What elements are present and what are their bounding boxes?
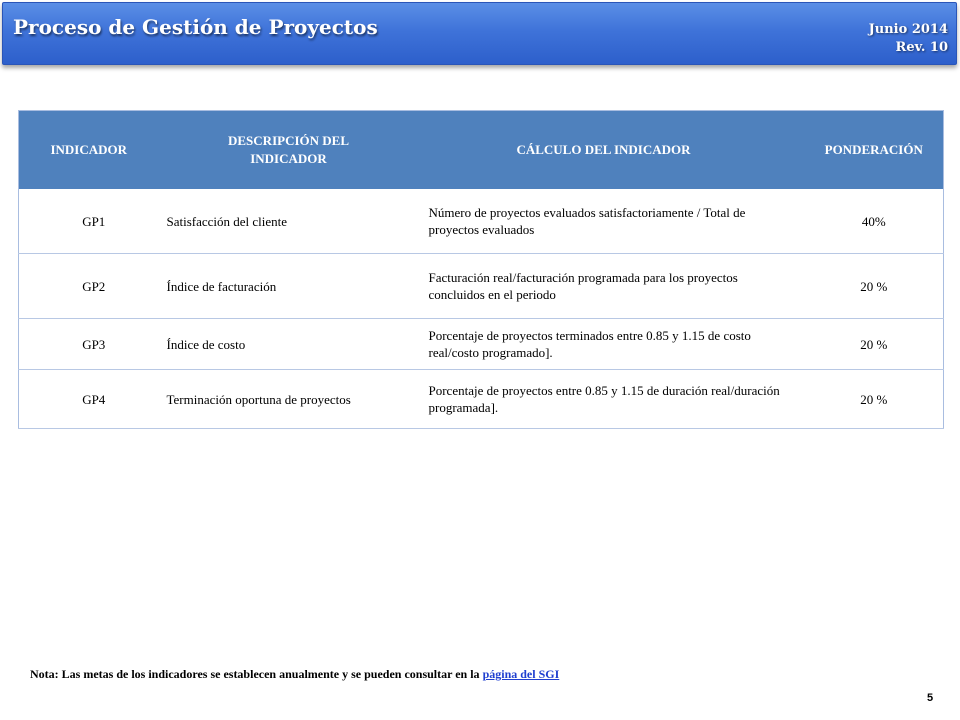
page-title: Proceso de Gestión de Proyectos xyxy=(13,15,378,39)
indicator-description: Satisfacción del cliente xyxy=(159,189,419,254)
footer-note-text: Nota: Las metas de los indicadores se establecen anualmente y se pueden consultar en la xyxy=(30,667,483,681)
column-header-indicador: INDICADOR xyxy=(19,111,159,190)
indicator-calculation: Número de proyectos evaluados satisfactoriamente / Total de proyectos evaluados xyxy=(419,189,789,254)
indicator-weight: 40% xyxy=(789,189,944,254)
indicator-code: GP2 xyxy=(19,254,159,319)
indicator-weight: 20 % xyxy=(789,319,944,370)
table-row xyxy=(19,254,944,319)
indicator-calculation: Porcentaje de proyectos terminados entre 0.85 y 1.15 de costo real/costo programado]. xyxy=(419,319,789,370)
indicator-weight: 20 % xyxy=(789,254,944,319)
indicator-code: GP1 xyxy=(19,189,159,254)
footer-note xyxy=(30,667,559,682)
sgi-page-link[interactable]: página del SGI xyxy=(482,667,560,681)
indicator-code: GP4 xyxy=(19,370,159,429)
header-date: Junio 2014 xyxy=(868,22,948,37)
indicator-description: Índice de costo xyxy=(159,319,419,370)
indicator-weight: 20 % xyxy=(789,370,944,429)
indicator-table xyxy=(18,110,944,429)
page-number: 5 xyxy=(927,692,934,704)
indicator-description: Terminación oportuna de proyectos xyxy=(159,370,419,429)
column-header-descripcion: DESCRIPCIÓN DEL INDICADOR xyxy=(159,111,419,190)
header-revision: Rev. 10 xyxy=(895,40,948,55)
indicator-code: GP3 xyxy=(19,319,159,370)
indicator-calculation: Porcentaje de proyectos entre 0.85 y 1.15 de duración real/duración programada]. xyxy=(419,370,789,429)
column-header-calculo: CÁLCULO DEL INDICADOR xyxy=(419,111,789,190)
table-row xyxy=(19,189,944,254)
table-header-row xyxy=(19,111,944,190)
column-header-ponderacion: PONDERACIÓN xyxy=(789,111,944,190)
header-bar xyxy=(2,2,957,65)
indicator-description: Índice de facturación xyxy=(159,254,419,319)
indicator-calculation: Facturación real/facturación programada para los proyectos concluidos en el periodo xyxy=(419,254,789,319)
table-row xyxy=(19,319,944,370)
table-row xyxy=(19,370,944,429)
